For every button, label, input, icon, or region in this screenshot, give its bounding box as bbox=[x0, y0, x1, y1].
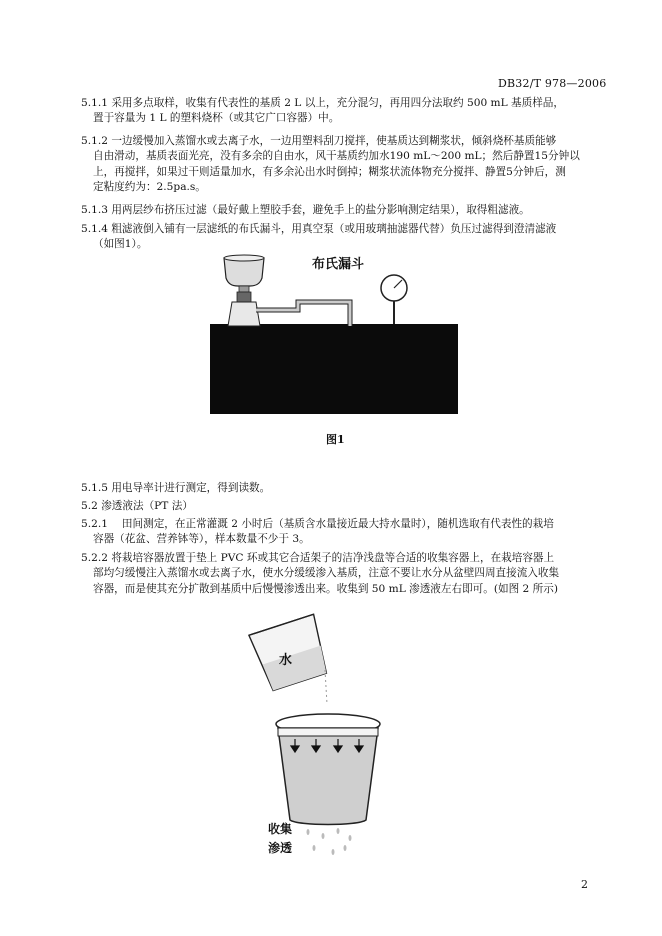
paragraph-5-2-2 bbox=[81, 551, 606, 597]
paragraph-line: 5.1.5 用电导率计进行测定，得到读数。 bbox=[81, 482, 271, 494]
paragraph-line: 5.1.1 采用多点取样，收集有代表性的基质 2 L 以上，充分混匀，再用四分法取约 500 mL 基质样品， bbox=[81, 97, 564, 109]
paragraph-line: 5.2.1 田间测定，在正常灌溉 2 小时后（基质含水量接近最大持水量时），随机选取有代表性的栽培 bbox=[81, 518, 554, 530]
paragraph-line: 5.1.4 粗滤液倒入铺有一层滤纸的布氏漏斗，用真空泵（或用玻璃抽滤器代替）负压过滤得到澄清滤液 bbox=[81, 223, 557, 235]
filter-flask-neck bbox=[237, 292, 251, 302]
paragraph-line: 5.2.2 将栽培容器放置于垫上 PVC 环或其它合适架子的洁净浅盘等合适的收集容器上，在栽培容器上 bbox=[81, 552, 555, 564]
paragraph-line: 置于容量为 1 L 的塑料烧杯（或其它广口容器）中。 bbox=[93, 112, 340, 125]
leachate-drips bbox=[307, 828, 352, 855]
figure-1-caption: 图1 bbox=[326, 433, 345, 446]
paragraph-5-2-1 bbox=[81, 517, 606, 548]
figure-2-pour-through-diagram bbox=[238, 612, 408, 862]
paragraph-line: 自由滑动，基质表面光亮，没有多余的自由水，风干基质约加水190 mL～200 mL；然后静置15分钟以 bbox=[93, 150, 580, 163]
paragraph-line: 5.1.2 一边缓慢加入蒸馏水或去离子水，一边用塑料刮刀搅拌，使基质达到糊浆状，倾斜烧杯基质能够 bbox=[81, 135, 557, 147]
paragraph-5-1-1 bbox=[81, 96, 606, 127]
figure-1-label: 布氏漏斗 bbox=[312, 257, 365, 272]
paragraph-line: 上，再搅拌，如果过干则适量加水，有多余沁出水时倒掉；糊浆状流体物充分搅拌、静置5分钟后，测 bbox=[93, 165, 566, 178]
paragraph-line: 部均匀缓慢注入蒸馏水或去离子水，使水分缓缓渗入基质，注意不要让水分从盆壁四周直接流入收集 bbox=[93, 567, 560, 580]
paragraph-line: 5.1.3 用两层纱布挤压过滤（最好戴上塑胶手套，避免手上的盐分影响测定结果），取得粗滤液。 bbox=[81, 204, 530, 216]
filter-flask bbox=[228, 302, 260, 326]
funnel-bowl bbox=[224, 258, 264, 286]
paragraph-5-1-3 bbox=[81, 203, 606, 218]
vacuum-tube bbox=[256, 302, 350, 326]
paragraph-line: 容器（花盆、营养钵等），样本数量不少于 3。 bbox=[93, 533, 310, 546]
beaker-water-label: 水 bbox=[279, 653, 293, 668]
paragraph-line: 定粘度约为：2.5pa.s。 bbox=[93, 181, 206, 194]
pot-body bbox=[278, 728, 378, 825]
paragraph-5-1-4 bbox=[81, 222, 606, 253]
leachate-label: 渗透 bbox=[268, 841, 293, 855]
figure-1-buchner-funnel-diagram bbox=[200, 252, 462, 422]
paragraph-5-1-2 bbox=[81, 134, 606, 196]
bench-block bbox=[210, 324, 458, 414]
water-stream bbox=[325, 670, 327, 704]
section-heading-5-2 bbox=[81, 499, 606, 514]
paragraph-5-1-5 bbox=[81, 481, 606, 496]
paragraph-line: 容器，而是使其充分扩散到基质中后慢慢渗透出来。收集到 50 mL 渗透液左右即可。(如图 2 所示) bbox=[93, 582, 558, 595]
page-number: 2 bbox=[581, 878, 588, 891]
paragraph-line: 5.2 渗透液法（PT 法） bbox=[81, 500, 193, 512]
collect-label: 收集 bbox=[268, 822, 293, 836]
document-id: DB32/T 978—2006 bbox=[498, 77, 607, 90]
paragraph-line: （如图1）。 bbox=[93, 238, 148, 251]
